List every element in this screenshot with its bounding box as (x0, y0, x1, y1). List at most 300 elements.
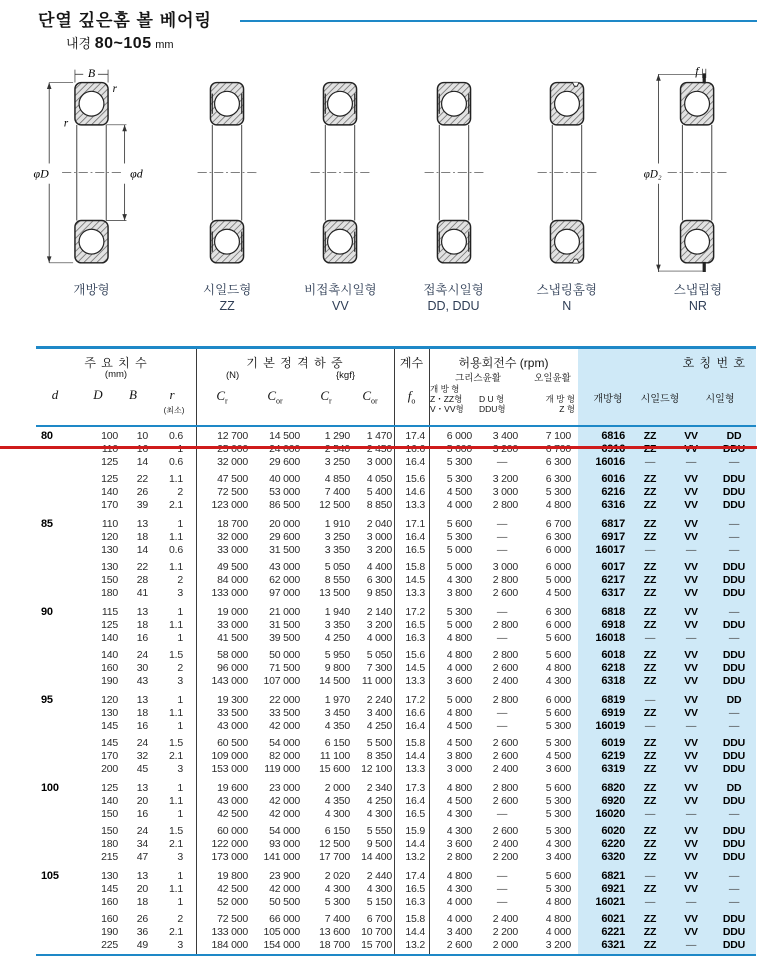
cell-zz: — (644, 543, 656, 556)
cell-cor_n: 50 000 (269, 648, 300, 661)
cell-cr_kgf: 4 350 (324, 719, 350, 732)
cell-cr_n: 42 500 (217, 807, 248, 820)
cell-grease_open: 5 300 (446, 455, 472, 468)
cell-grease_open: 4 800 (446, 631, 472, 644)
cell-cr_kgf: 13 500 (319, 586, 350, 599)
cell-cr_n: 32 000 (217, 455, 248, 468)
cell-no: 6217 (601, 573, 625, 586)
cell-vv: — (685, 719, 697, 732)
cell-grease_du: — (496, 605, 508, 618)
cell-vv: VV (684, 661, 698, 674)
cell-no: 6819 (601, 693, 625, 706)
cell-oil_open: 6 000 (545, 543, 571, 556)
table-row (36, 648, 756, 661)
cell-fo: 13.2 (405, 850, 425, 863)
cell-dd: — (728, 719, 740, 732)
cell-B: 13 (136, 605, 148, 618)
cell-fo: 14.4 (405, 749, 425, 762)
cell-cor_n: 33 500 (269, 706, 300, 719)
cell-vv: VV (684, 586, 698, 599)
cell-vv: VV (684, 648, 698, 661)
cell-r: 3 (177, 762, 183, 775)
cell-vv: VV (684, 850, 698, 863)
cell-fo: 13.3 (405, 498, 425, 511)
cell-cor_kgf: 3 400 (366, 706, 392, 719)
cell-vv: VV (684, 674, 698, 687)
cell-no: 6921 (601, 882, 625, 895)
header-load-unit-kgf: {kgf} (336, 370, 356, 381)
cell-B: 16 (136, 807, 148, 820)
cell-cr_n: 33 500 (217, 706, 248, 719)
cell-zz: ZZ (643, 781, 657, 794)
cell-d: 85 (41, 517, 53, 530)
cell-fo: 16.5 (405, 807, 425, 820)
cell-zz: — (644, 693, 656, 706)
cell-B: 24 (136, 648, 148, 661)
header-oil-open: 개 방 형 Z 형 (545, 394, 575, 414)
cell-cor_n: 119 000 (264, 762, 300, 775)
cell-zz: ZZ (643, 938, 657, 951)
cell-zz: ZZ (643, 560, 657, 573)
cell-dd: DDU (722, 762, 746, 775)
cell-r: 1.1 (169, 706, 183, 719)
cell-cor_n: 39 500 (269, 631, 300, 644)
cell-cor_n: 23 000 (269, 781, 300, 794)
cell-cor_n: 105 000 (263, 925, 300, 938)
cell-grease_du: 2 800 (492, 781, 518, 794)
bearing-shield-diagram (190, 66, 264, 338)
cell-grease_open: 2 800 (446, 850, 472, 863)
table-row (36, 517, 756, 530)
cell-grease_open: 4 300 (446, 807, 472, 820)
cell-cr_kgf: 4 350 (324, 794, 350, 807)
cell-cor_kgf: 5 550 (366, 824, 392, 837)
cell-vv: — (685, 807, 697, 820)
header-num-shield: 시일드형 (640, 394, 680, 405)
cell-cr_kgf: 9 800 (324, 661, 350, 674)
cell-B: 14 (136, 543, 148, 556)
cell-dd: DDU (722, 618, 746, 631)
cell-vv: VV (684, 706, 698, 719)
cell-grease_open: 5 000 (446, 560, 472, 573)
table-row (36, 618, 756, 631)
cell-cor_n: 62 000 (269, 573, 300, 586)
cell-cor_n: 29 600 (269, 455, 300, 468)
header-col-d: d (51, 387, 59, 402)
cell-grease_open: 6 000 (446, 429, 472, 442)
cell-no: 6218 (601, 661, 625, 674)
cell-cor_n: 54 000 (269, 824, 300, 837)
cell-d: 80 (41, 429, 53, 442)
cell-grease_open: 5 300 (446, 472, 472, 485)
cell-cr_n: 60 500 (217, 736, 248, 749)
table-row (36, 573, 756, 586)
cell-grease_du: 2 800 (492, 498, 518, 511)
cell-no: 6320 (601, 850, 625, 863)
table-row (36, 631, 756, 644)
cell-B: 16 (136, 631, 148, 644)
cell-cor_kgf: 4 300 (366, 807, 392, 820)
table-row (36, 912, 756, 925)
cell-grease_open: 3 000 (446, 762, 472, 775)
cell-cr_kgf: 18 700 (319, 938, 350, 951)
cell-D: 100 (101, 429, 118, 442)
cell-no: 16017 (595, 543, 625, 556)
cell-B: 30 (136, 661, 148, 674)
cell-dd: DD (726, 781, 742, 794)
cell-fo: 13.3 (405, 674, 425, 687)
cell-D: 190 (101, 925, 118, 938)
cell-no: 6021 (601, 912, 625, 925)
cell-fo: 16.3 (405, 631, 425, 644)
cell-fo: 16.4 (405, 794, 425, 807)
cell-zz: — (644, 869, 656, 882)
header-col-cor-n: $C_{or}$ (267, 388, 283, 406)
cell-oil_open: 5 600 (545, 869, 571, 882)
cell-zz: — (644, 455, 656, 468)
cell-cr_n: 43 000 (217, 794, 248, 807)
cell-vv: VV (684, 781, 698, 794)
svg-text:φd: φd (130, 166, 143, 181)
header-rpm-title: 허용회전수 (rpm) (458, 356, 549, 370)
cell-oil_open: 4 800 (545, 912, 571, 925)
cell-no: 6919 (601, 706, 625, 719)
cell-vv: VV (684, 824, 698, 837)
cell-B: 36 (136, 925, 148, 938)
cell-no: 6817 (601, 517, 625, 530)
cell-oil_open: 5 300 (545, 807, 571, 820)
cell-zz: ZZ (643, 762, 657, 775)
bore-unit: mm (155, 39, 174, 51)
cell-dd: — (728, 807, 740, 820)
cell-cr_kgf: 3 350 (324, 618, 350, 631)
cell-cor_kgf: 1 470 (366, 429, 392, 442)
cell-fo: 15.8 (405, 736, 425, 749)
cell-fo: 15.8 (405, 560, 425, 573)
cell-D: 180 (101, 586, 118, 599)
cell-B: 43 (136, 674, 148, 687)
cell-grease_du: 3 000 (492, 560, 518, 573)
cell-dd: DDU (722, 794, 746, 807)
cell-cor_kgf: 14 400 (361, 850, 392, 863)
cell-cor_n: 31 500 (269, 543, 300, 556)
cell-cr_n: 173 000 (211, 850, 248, 863)
header-num-open: 개방형 (593, 394, 623, 405)
cell-cr_kgf: 6 150 (324, 824, 350, 837)
cell-D: 170 (101, 749, 118, 762)
cell-zz: ZZ (643, 912, 657, 925)
header-dims-title: 주 요 치 수 (84, 356, 148, 370)
cell-zz: ZZ (643, 573, 657, 586)
cell-oil_open: 6 300 (545, 455, 571, 468)
cell-cor_n: 42 000 (269, 719, 300, 732)
cell-vv: VV (684, 736, 698, 749)
cell-r: 3 (177, 850, 183, 863)
cell-cor_kgf: 6 300 (366, 573, 392, 586)
cell-dd: DDU (722, 661, 746, 674)
cell-no: 6216 (601, 485, 625, 498)
cell-zz: ZZ (643, 882, 657, 895)
cell-grease_du: 2 000 (492, 938, 518, 951)
cell-vv: VV (684, 869, 698, 882)
cell-D: 140 (101, 794, 118, 807)
cell-vv: VV (684, 560, 698, 573)
cell-oil_open: 3 200 (545, 938, 571, 951)
cell-B: 18 (136, 618, 148, 631)
svg-text:r: r (112, 82, 117, 95)
cell-dd: DDU (722, 850, 746, 863)
cell-B: 39 (136, 498, 148, 511)
table-row (36, 925, 756, 938)
cell-B: 13 (136, 517, 148, 530)
header-oil-title: 오일윤활 (534, 373, 571, 384)
cell-cr_kgf: 3 250 (324, 455, 350, 468)
cell-oil_open: 4 800 (545, 661, 571, 674)
cell-no: 6321 (601, 938, 625, 951)
cell-B: 13 (136, 869, 148, 882)
cell-grease_du: 2 800 (492, 618, 518, 631)
cell-cr_n: 122 000 (211, 837, 248, 850)
header-factor-title: 계수 (399, 356, 424, 370)
cell-vv: VV (684, 498, 698, 511)
cell-cr_n: 49 500 (217, 560, 248, 573)
cell-grease_du: 2 400 (492, 674, 518, 687)
cell-cor_kgf: 4 250 (366, 794, 392, 807)
cell-grease_du: — (496, 631, 508, 644)
cell-vv: VV (684, 429, 698, 442)
cell-zz: ZZ (643, 586, 657, 599)
cell-grease_open: 4 500 (446, 736, 472, 749)
cell-no: 6821 (601, 869, 625, 882)
cell-cr_kgf: 12 500 (319, 837, 350, 850)
cell-cor_kgf: 9 500 (366, 837, 392, 850)
cell-cor_kgf: 4 250 (366, 719, 392, 732)
cell-cr_kgf: 13 600 (319, 925, 350, 938)
cell-cor_n: 54 000 (269, 736, 300, 749)
cell-no: 6820 (601, 781, 625, 794)
table-row (36, 850, 756, 863)
cell-r: 3 (177, 674, 183, 687)
table-row (36, 605, 756, 618)
cell-dd: DDU (722, 485, 746, 498)
cell-grease_du: 2 600 (492, 661, 518, 674)
cell-grease_du: 3 000 (492, 485, 518, 498)
diagram-label: 접촉시일형 DD, DDU (423, 283, 484, 313)
cell-grease_open: 4 300 (446, 882, 472, 895)
cell-grease_du: 2 200 (492, 850, 518, 863)
cell-cr_n: 96 000 (217, 661, 248, 674)
cell-D: 145 (101, 736, 118, 749)
cell-D: 125 (101, 618, 118, 631)
cell-grease_du: 3 200 (492, 472, 518, 485)
cell-dd: DDU (722, 837, 746, 850)
cell-no: 6020 (601, 824, 625, 837)
cell-cor_n: 29 600 (269, 530, 300, 543)
cell-oil_open: 4 800 (545, 895, 571, 908)
cell-r: 2 (177, 573, 183, 586)
cell-cr_kgf: 1 940 (324, 605, 350, 618)
cell-cor_kgf: 4 050 (366, 472, 392, 485)
table-row (36, 560, 756, 573)
cell-dd: — (728, 882, 740, 895)
bearing-open-diagram (32, 66, 151, 338)
cell-no: 6317 (601, 586, 625, 599)
cell-vv: VV (684, 472, 698, 485)
cell-zz: ZZ (643, 472, 657, 485)
cell-cor_kgf: 2 240 (366, 693, 392, 706)
cell-dd: DDU (722, 736, 746, 749)
cell-B: 20 (136, 882, 148, 895)
cell-D: 120 (101, 530, 118, 543)
table-row (36, 938, 756, 951)
cell-no: 16021 (595, 895, 625, 908)
cell-grease_du: — (496, 706, 508, 719)
cell-dd: DD (726, 693, 742, 706)
bearing-snapgroove-diagram (530, 66, 604, 338)
cell-dd: — (728, 517, 740, 530)
cell-d: 100 (41, 781, 59, 794)
bearing-snapgroove-icon (530, 66, 604, 277)
cell-zz: ZZ (643, 618, 657, 631)
page-title: 단열 깊은홈 볼 베어링 (38, 11, 212, 30)
cell-B: 45 (136, 762, 148, 775)
cell-cr_n: 153 000 (211, 762, 248, 775)
cell-B: 14 (136, 455, 148, 468)
table-row (36, 719, 756, 732)
cell-grease_du: 2 400 (492, 837, 518, 850)
cell-vv: VV (684, 517, 698, 530)
cell-zz: ZZ (643, 706, 657, 719)
cell-cr_n: 42 500 (217, 882, 248, 895)
cell-cor_kgf: 4 300 (366, 882, 392, 895)
diagram-label: 스냅링홈형 N (536, 283, 597, 313)
header-col-r-min: (최소) (163, 406, 185, 415)
cell-dd: — (728, 605, 740, 618)
cell-r: 1 (177, 517, 183, 530)
cell-vv: VV (684, 605, 698, 618)
cell-no: 6917 (601, 530, 625, 543)
cell-grease_du: 2 600 (492, 794, 518, 807)
cell-grease_open: 4 800 (446, 781, 472, 794)
cell-r: 1.5 (169, 824, 183, 837)
cell-oil_open: 5 600 (545, 648, 571, 661)
cell-dd: — (728, 543, 740, 556)
cell-dd: DDU (722, 925, 746, 938)
cell-fo: 17.4 (405, 869, 425, 882)
cell-cor_kgf: 4 400 (366, 560, 392, 573)
cell-r: 0.6 (169, 429, 183, 442)
cell-grease_open: 4 000 (446, 498, 472, 511)
cell-zz: ZZ (643, 485, 657, 498)
cell-grease_du: 3 400 (492, 429, 518, 442)
cell-cr_n: 58 000 (217, 648, 248, 661)
header-dims-unit: (mm) (104, 369, 128, 380)
cell-vv: VV (684, 762, 698, 775)
cell-dd: DDU (722, 938, 746, 951)
cell-fo: 16.6 (405, 706, 425, 719)
bore-range: 80~105 (94, 35, 152, 52)
cell-grease_open: 5 000 (446, 618, 472, 631)
cell-zz: ZZ (643, 794, 657, 807)
cell-vv: VV (684, 573, 698, 586)
cell-fo: 16.5 (405, 618, 425, 631)
cell-cor_kgf: 6 700 (366, 912, 392, 925)
cell-grease_du: 2 400 (492, 912, 518, 925)
cell-cor_n: 21 000 (269, 605, 300, 618)
cell-B: 24 (136, 736, 148, 749)
cell-vv: VV (684, 693, 698, 706)
cell-fo: 14.5 (405, 661, 425, 674)
cell-fo: 15.8 (405, 912, 425, 925)
cell-grease_open: 4 000 (446, 661, 472, 674)
cell-r: 1 (177, 869, 183, 882)
cell-cr_n: 133 000 (211, 586, 248, 599)
cell-oil_open: 5 600 (545, 781, 571, 794)
cell-cr_n: 184 000 (211, 938, 248, 951)
cell-oil_open: 5 000 (545, 573, 571, 586)
cell-vv: VV (684, 618, 698, 631)
cell-no: 6316 (601, 498, 625, 511)
cell-oil_open: 4 300 (545, 674, 571, 687)
bearing-shield-icon (190, 66, 264, 277)
cell-D: 150 (101, 824, 118, 837)
header-col-cr-n: $C_r$ (216, 388, 228, 406)
cell-cor_kgf: 11 000 (361, 674, 392, 687)
cell-B: 10 (136, 429, 148, 442)
diagram-label: 시일드형 ZZ (203, 283, 252, 313)
cell-grease_open: 3 600 (446, 674, 472, 687)
table-row (36, 706, 756, 719)
cell-cor_n: 93 000 (269, 837, 300, 850)
cell-D: 130 (101, 560, 118, 573)
cell-cr_n: 52 000 (217, 895, 248, 908)
cell-zz: — (644, 719, 656, 732)
diagram-label: 비접촉시일형 VV (304, 283, 377, 313)
title-rule (240, 20, 757, 22)
cell-r: 1.1 (169, 794, 183, 807)
cell-grease_du: 2 200 (492, 925, 518, 938)
cell-cr_kgf: 3 450 (324, 706, 350, 719)
cell-no: 16020 (595, 807, 625, 820)
cell-r: 1 (177, 807, 183, 820)
cell-fo: 17.1 (405, 517, 425, 530)
cell-grease_du: — (496, 719, 508, 732)
cell-zz: ZZ (643, 648, 657, 661)
bore-label: 내경 (66, 36, 92, 51)
cell-d: 90 (41, 605, 53, 618)
table-row (36, 693, 756, 706)
cell-r: 3 (177, 938, 183, 951)
bearing-snapring-icon (643, 66, 753, 277)
svg-text:φD: φD (33, 166, 49, 181)
cell-cor_kgf: 5 500 (366, 736, 392, 749)
cell-D: 110 (101, 517, 118, 530)
cell-r: 1.1 (169, 618, 183, 631)
cell-cr_kgf: 7 400 (324, 912, 350, 925)
cell-vv: VV (684, 530, 698, 543)
cell-grease_open: 4 800 (446, 706, 472, 719)
cell-grease_open: 5 300 (446, 530, 472, 543)
cell-oil_open: 4 800 (545, 498, 571, 511)
cell-zz: ZZ (643, 530, 657, 543)
table-row (36, 762, 756, 775)
cell-zz: ZZ (643, 674, 657, 687)
cell-d: 105 (41, 869, 59, 882)
cell-cor_kgf: 8 350 (366, 749, 392, 762)
table-row (36, 794, 756, 807)
table-row (36, 882, 756, 895)
cell-cr_kgf: 4 300 (324, 882, 350, 895)
